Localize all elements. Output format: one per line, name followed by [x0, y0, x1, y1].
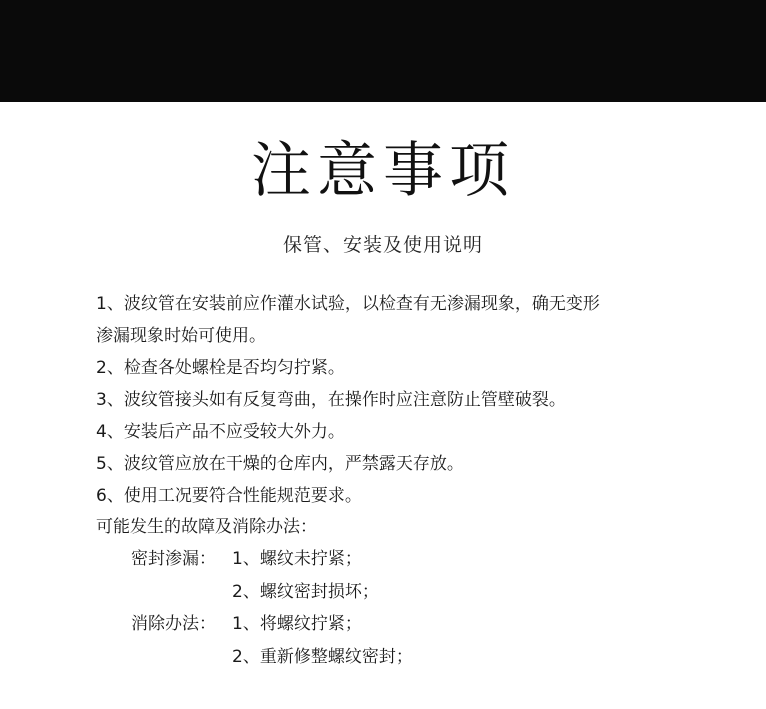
note-item-1-continued: 渗漏现象时始可使用。 [96, 326, 266, 346]
note-item-6: 6、使用工况要符合性能规范要求。 [96, 486, 362, 506]
note-item-1: 1、波纹管在安装前应作灌水试验，以检查有无渗漏现象，确无变形 [96, 294, 600, 314]
fix-item-1: 1、将螺纹拧紧； [232, 614, 362, 634]
leak-cause-2: 2、螺纹密封损坏； [232, 582, 379, 602]
note-item-2: 2、检查各处螺栓是否均匀拧紧。 [96, 358, 345, 378]
leak-label: 密封渗漏： [131, 549, 216, 569]
faults-heading: 可能发生的故障及消除办法： [96, 517, 317, 537]
fix-item-2: 2、重新修整螺纹密封； [232, 647, 413, 667]
note-item-4: 4、安装后产品不应受较大外力。 [96, 422, 345, 442]
note-item-5: 5、波纹管应放在干燥的仓库内，严禁露天存放。 [96, 454, 464, 474]
fix-label: 消除办法： [131, 614, 216, 634]
note-item-3: 3、波纹管接头如有反复弯曲，在操作时应注意防止管壁破裂。 [96, 390, 566, 410]
top-banner [0, 0, 766, 102]
page-subtitle: 保管、安装及使用说明 [282, 234, 483, 256]
page-title: 注意事项 [251, 136, 515, 206]
leak-cause-1: 1、螺纹未拧紧； [232, 549, 362, 569]
